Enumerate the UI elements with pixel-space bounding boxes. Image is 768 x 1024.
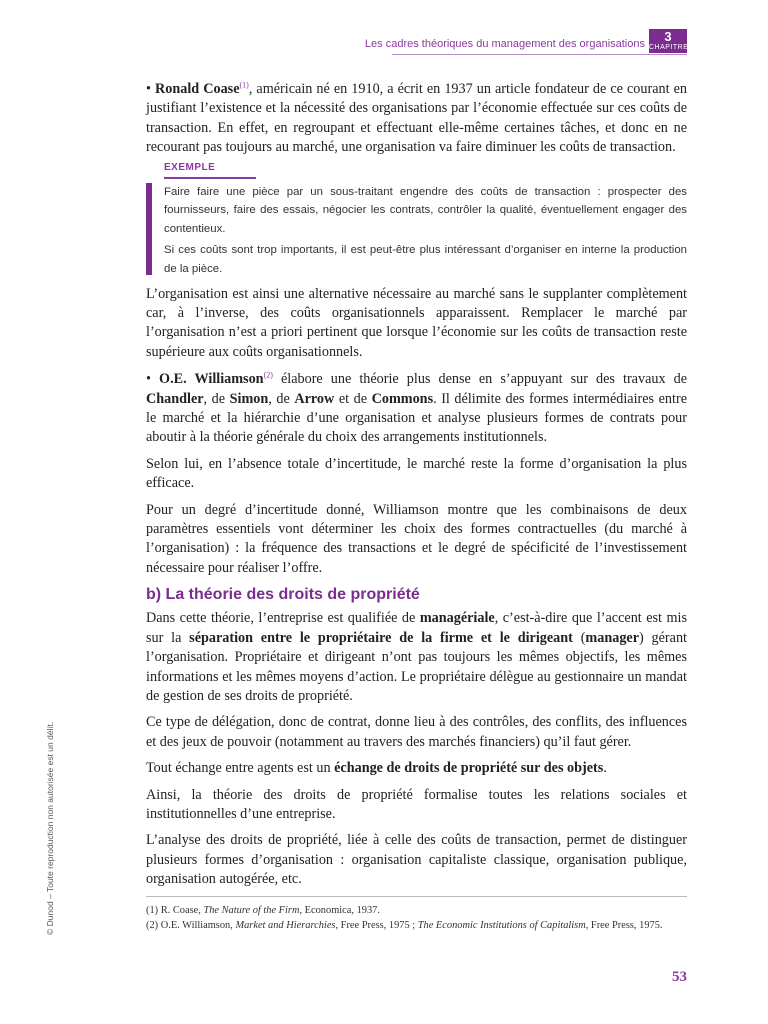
example-side-bar bbox=[146, 183, 152, 275]
footnote-publisher: , Free Press, 1975. bbox=[585, 920, 663, 931]
term-manager: manager bbox=[585, 629, 640, 646]
incertitude-paragraph: Selon lui, en l’absence totale d’incertitude, le marché reste la forme d’organisation la plus efficace. bbox=[146, 455, 687, 492]
text-run: Dans cette théorie, l’entreprise est qualifiée de bbox=[146, 610, 420, 627]
coase-text: , américain né en 1910, a écrit en 1937 un article fondateur de ce courant en justifiant l’existence et la nécessité des organisations par l’économie effectuée sur ces coûts de transaction. En effet, en regroupant et effectuant elle-même certaines tâches, et donc en ne recourant pas toujours au marché, une organisation va faire diminuer les coûts de transaction. bbox=[146, 81, 687, 156]
example-body bbox=[164, 172, 687, 279]
footnote-title: The Nature of the Firm bbox=[203, 905, 300, 916]
degre-paragraph: Pour un degré d’incertitude donné, Williamson montre que les combinaisons de deux paramètres essentiels vont déterminer les choix des formes contractuelles (du marché à l’organisation) : la fréquence des transactions et le degré de spécificité de l’investissement nécessaire pour réaliser l’offre. bbox=[146, 501, 687, 576]
analyse-paragraph: L’analyse des droits de propriété, liée à celle des coûts de transaction, permet de distinguer plusieurs formes d’organisation : organisation capitaliste classique, organisation publique, organisation autogérée, etc. bbox=[146, 832, 687, 888]
text-run: et de bbox=[334, 390, 372, 407]
footnote-number: (2) bbox=[146, 920, 161, 931]
term-echange: échange de droits de propriété sur des objets bbox=[334, 760, 604, 777]
copyright-notice: © Dunod – Toute reproduction non autorisée est un délit. bbox=[45, 721, 55, 935]
header-rule bbox=[392, 54, 687, 55]
example-paragraph: Si ces coûts sont trop importants, il est peut-être plus intéressant d’organiser en interne la production de la pièce. bbox=[164, 244, 687, 275]
footnote-ref-2[interactable]: (2) bbox=[263, 370, 273, 380]
page-body bbox=[146, 80, 687, 897]
footnote-author: O.E. Williamson, bbox=[160, 920, 236, 931]
author-commons: Commons bbox=[371, 390, 434, 407]
delegation-paragraph: Ce type de délégation, donc de contrat, donne lieu à des contrôles, des conflits, des influences et des jeux de pouvoir (notamment au travers des marchés financiers) qu’il faut gérer. bbox=[146, 714, 687, 750]
footnote-publisher: , Free Press, 1975 ; bbox=[335, 920, 418, 931]
bullet: • bbox=[146, 81, 151, 97]
text-run: Tout échange entre agents est un bbox=[146, 760, 335, 777]
footnotes bbox=[146, 903, 706, 933]
coase-name: Ronald Coase bbox=[155, 81, 240, 97]
text-run: , de bbox=[268, 390, 295, 407]
running-header bbox=[0, 29, 768, 57]
echange-paragraph bbox=[146, 759, 687, 778]
footnote-publisher: , Economica, 1937. bbox=[299, 905, 380, 916]
text-run: ) gérant l’organisation. Propriétaire et dirigeant n’ont pas toujours les mêmes objectifs, les mêmes informations et les mêmes moyens d’action. Le propriétaire délègue au gestionnaire un mandat de gestion de ses droits de propriété. bbox=[146, 629, 687, 704]
footnote-title: The Economic Institutions of Capitalism bbox=[417, 920, 586, 931]
author-simon: Simon bbox=[229, 390, 269, 407]
williamson-paragraph bbox=[146, 370, 687, 448]
text-run: . bbox=[603, 760, 607, 777]
coase-paragraph bbox=[146, 80, 687, 158]
footnote-number: (1) bbox=[146, 905, 161, 916]
footnote-1 bbox=[146, 903, 706, 918]
footnote-rule bbox=[146, 896, 687, 897]
chapter-badge bbox=[649, 29, 687, 53]
droits-paragraph bbox=[146, 609, 687, 706]
bullet: • bbox=[146, 371, 151, 388]
chapter-label: CHAPITRE bbox=[649, 44, 689, 51]
footnote-2 bbox=[146, 918, 706, 933]
williamson-name: O.E. Williamson bbox=[159, 371, 264, 388]
page-number: 53 bbox=[672, 969, 687, 985]
example-paragraph: Faire faire une pièce par un sous-traitant engendre des coûts de transaction : prospecter des fournisseurs, faire des essais, négocier les contrats, contrôler la qualité, éventuellement engager des contentieux. bbox=[164, 185, 687, 235]
text-run: , c’est-à-dire que l’accent est mis sur la bbox=[146, 610, 688, 646]
text-run: élabore une théorie plus dense en s’appuyant sur des travaux de bbox=[272, 371, 688, 388]
text-run: ( bbox=[572, 629, 586, 646]
example-label-rule bbox=[164, 177, 256, 179]
organisation-paragraph: L’organisation est ainsi une alternative nécessaire au marché sans le supplanter complètement car, à l’inverse, des coûts organisationnels apparaissent. Remplacer le marché par l’organisation n’est a priori pertinent que lorsque l’économie sur les coûts de transaction reste supérieure aux coûts organisationnels. bbox=[146, 285, 687, 360]
text-run: , de bbox=[203, 390, 230, 407]
ainsi-paragraph: Ainsi, la théorie des droits de propriété formalise toutes les relations sociales et institutionnelles d’une entreprise. bbox=[146, 786, 687, 822]
chapter-number: 3 bbox=[664, 29, 672, 44]
author-chandler: Chandler bbox=[146, 390, 204, 407]
footnote-ref-1[interactable]: (1) bbox=[239, 80, 249, 90]
example-box bbox=[146, 161, 687, 279]
footnote-title: Market and Hierarchies bbox=[235, 920, 336, 931]
section-heading: b) La théorie des droits de propriété bbox=[146, 586, 420, 604]
term-manageriale: managériale bbox=[419, 610, 495, 627]
author-arrow: Arrow bbox=[294, 390, 335, 407]
term-separation: séparation entre le propriétaire de la firme et le dirigeant bbox=[189, 629, 573, 646]
footnote-author: R. Coase, bbox=[160, 905, 204, 916]
example-label: EXEMPLE bbox=[164, 161, 216, 173]
text-run: . Il délimite des formes intermédiaires entre le marché et la hiérarchie d’une organisation et analyse plusieurs formes de contrats pour aboutir à la théorie générale du choix des arrangements institutionnels. bbox=[146, 390, 687, 446]
header-title: Les cadres théoriques du management des organisations bbox=[364, 38, 645, 50]
